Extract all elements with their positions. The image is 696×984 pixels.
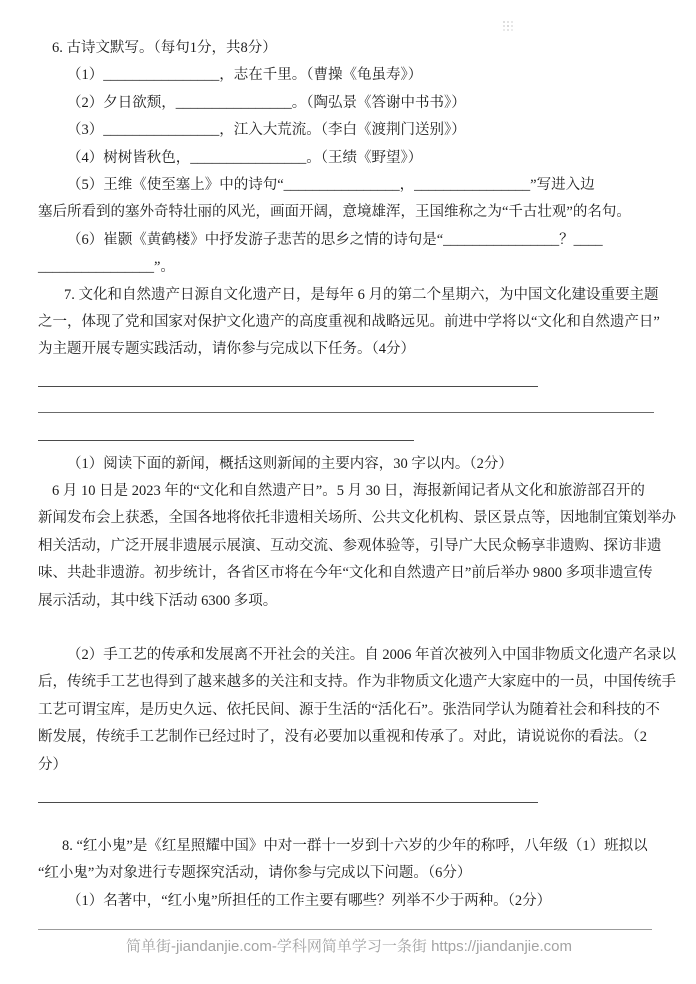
news-paragraph-line-5: 展示活动，其中线下活动 6300 多项。 [38, 592, 278, 609]
question-7-section [38, 282, 676, 803]
question-7-task-1: （1）阅读下面的新闻，概括这则新闻的主要内容，30 字以内。（2分） [67, 455, 513, 472]
question-6-item-6-line-1: （6）崔颢《黄鹤楼》中抒发游子悲苦的思乡之情的诗句是“________________？____ [67, 231, 603, 248]
question-6-item-6-line-2: ________________”。 [38, 259, 175, 276]
question-8-task-1: （1）名著中，“红小鬼”所担任的工作主要有哪些？列举不少于两种。（2分） [67, 892, 552, 909]
news-paragraph-line-3: 相关活动，广泛开展非遗展示展演、互动交流、参观体验等，引导广大民众畅享非遗购、探访非遗 [38, 537, 662, 554]
question-6-item-5-line-2: 塞后所看到的塞外奇特壮丽的风光，画面开阔，意境雄浑，王国维称之为“千古壮观”的名句。 [38, 204, 631, 221]
question-6-item-3: （3）________________，江入大荒流。（李白《渡荆门送别》） [67, 122, 466, 139]
question-6-item-1: （1）________________，志在千里。（曹操《龟虽寿》） [67, 67, 423, 84]
question-6-item-2: （2）夕日欲颓，________________。（陶弘景《答谢中书书》） [67, 94, 466, 111]
question-6-item-5-line-1: （5）王维《使至塞上》中的诗句“________________，________________”写进入边 [67, 176, 595, 193]
news-paragraph-line-4: 味、共赴非遗游。初步统计，各省区市将在今年“文化和自然遗产日”前后举办 9800 多项非遗宣传 [38, 565, 653, 582]
footer-watermark-text: 简单街-jiandanjie.com-学科网简单学习一条街 https://jiandanjie.com [126, 938, 572, 956]
question-7-intro-line-1: 7. 文化和自然遗产日源自文化遗产日，是每年 6 月的第二个星期六，为中国文化建设重要主题 [64, 286, 659, 303]
question-7-intro-line-3: 为主题开展专题实践活动，请你参与完成以下任务。（4分） [38, 341, 415, 358]
faint-watermark-dots [503, 21, 505, 23]
question-8-intro-line-2: “红小鬼”为对象进行专题探究活动，请你参与完成以下问题。（6分） [38, 865, 472, 882]
question-7-task-2-line-4: 断发展，传统手工艺制作已经过时了，没有必要加以重视和传承了。对此，请说说你的看法。（2 [38, 729, 647, 746]
news-paragraph-line-1: 6 月 10 日是 2023 年的“文化和自然遗产日”。5 月 30 日，海报新闻记者从文化和旅游部召开的 [52, 483, 645, 500]
answer-blank-line [38, 779, 538, 803]
answer-blank-line [38, 387, 654, 413]
question-6-section [38, 35, 660, 282]
answer-blank-line [38, 364, 538, 387]
question-8-section [38, 833, 660, 930]
question-7-task-2-line-3: 工艺可谓宝库，是历史久远、依托民间、源于生活的“活化石”。张浩同学认为随着社会和科技的不 [38, 701, 660, 718]
question-6-item-4: （4）树树皆秋色，________________。（王绩《野望》） [67, 149, 423, 166]
question-7-task-2-line-2: 后，传统手工艺也得到了越来越多的关注和支持。作为非物质文化遗产大家庭中的一员，中国传统手 [38, 674, 676, 691]
news-paragraph-line-2: 新闻发布会上获悉，全国各地将依托非遗相关场所、公共文化机构、景区景点等，因地制宜策划举办 [38, 510, 676, 527]
question-6-heading: 6. 古诗文默写。（每句1分，共8分） [52, 40, 277, 56]
question-7-task-2-line-1: （2）手工艺的传承和发展离不开社会的关注。自 2006 年首次被列入中国非物质文化遗产名录以 [67, 647, 676, 664]
question-7-intro-line-2: 之一，体现了党和国家对保护文化遗产的高度重视和战略远见。前进中学将以“文化和自然遗产日” [38, 313, 660, 330]
question-8-intro-line-1: 8. “红小鬼”是《红星照耀中国》中对一群十一岁到十六岁的少年的称呼，八年级（1）班拟以 [62, 837, 648, 854]
answer-blank-line [38, 413, 414, 441]
question-7-task-2-line-5: 分） [38, 756, 67, 773]
answer-blank-line [38, 915, 652, 930]
